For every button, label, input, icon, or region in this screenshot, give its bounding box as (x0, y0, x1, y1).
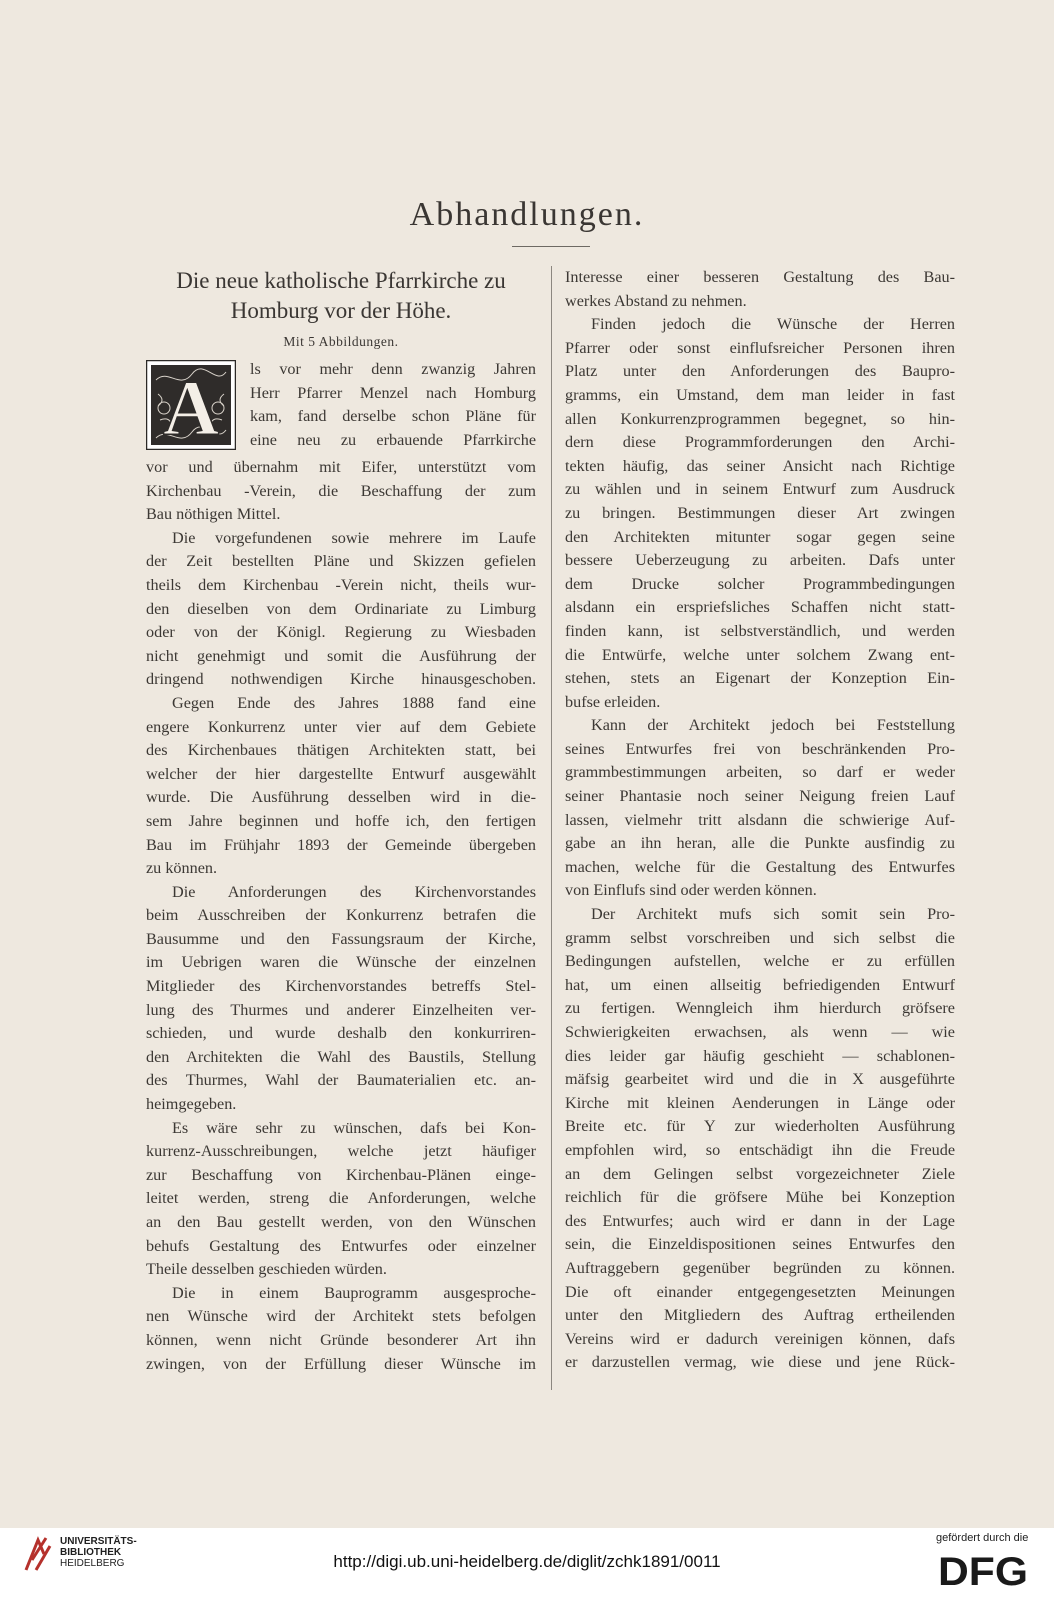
text-line: engere Konkurrenz unter vier auf dem Gebiete (146, 717, 536, 736)
text-line: stehen, stets an Eigenart der Konzeption Ein- (565, 669, 955, 688)
text-line: Kirche mit kleinen Aenderungen in Länge oder (565, 1093, 955, 1112)
text-line: hat, um einen allseitig befriedigenden Entwurf (565, 975, 955, 994)
decorative-initial-a (146, 360, 236, 450)
text-line: dern diese Programmforderungen den Archi- (565, 433, 955, 452)
text-line: gramms, ein Umstand, dem man leider in fast (565, 385, 955, 404)
text-line: schieden, und wurde deshalb den konkurriren- (146, 1024, 536, 1043)
text-line: Es wäre sehr zu wünschen, dafs bei Kon- (172, 1118, 536, 1137)
text-line: Mitglieder des Kirchenvorstandes betreffs Stel- (146, 977, 536, 996)
dfg-logo-icon (938, 1551, 1032, 1591)
left-column (146, 266, 536, 1376)
text-line: den dieselben von dem Ordinariate zu Limburg (146, 599, 536, 618)
text-line: von Einflufs sind oder werden können. (565, 881, 817, 900)
text-line: können, wenn nicht Gründe besonderer Art ihn (146, 1330, 536, 1349)
text-line: dringend nothwendigen Kirche hinausgeschoben. (146, 670, 536, 689)
text-line: Die vorgefundenen sowie mehrere im Laufe (172, 528, 536, 547)
column-divider (551, 266, 552, 1390)
text-line: Breite etc. für Y zur wiederholten Ausführung (565, 1117, 955, 1136)
right-column (565, 266, 955, 1375)
text-line: gabe an ihn heran, alle die Punkte ausfindig zu (565, 834, 955, 853)
text-line: eine neu zu erbauende Pfarrkirche (250, 430, 536, 449)
text-line: kam, fand derselbe schon Pläne für (250, 407, 536, 426)
text-line: Bausumme und den Fassungsraum der Kirche, (146, 929, 536, 948)
text-line: des Entwurfes; auch wird er dann in der Lage (565, 1211, 955, 1230)
text-line: mäfsig gearbeitet wird und die in X ausgeführte (565, 1070, 955, 1089)
text-line: seines Entwurfes frei von beschränkenden Pro- (565, 739, 955, 758)
text-line: bufse erleiden. (565, 692, 661, 711)
text-line: nicht genehmigt und somit die Ausführung der (146, 646, 536, 665)
text-line: sem Jahre beginnen und hoffe ich, den fertigen (146, 811, 536, 830)
text-line: dem Drucke solcher Programmbedingungen (565, 574, 955, 593)
library-name-line: HEIDELBERG (60, 1558, 125, 1569)
text-line: bessere Ueberzeugung zu arbeiten. Dafs unter (565, 551, 955, 570)
text-line: lassen, vielmehr tritt alsdann die schwierige Auf- (565, 810, 955, 829)
text-line: heimgegeben. (146, 1095, 237, 1114)
text-line: Gegen Ende des Jahres 1888 fand eine (172, 693, 536, 712)
text-line: tekten häufig, das seiner Ansicht nach Richtige (565, 456, 955, 475)
article-title-line: Die neue katholische Pfarrkirche zu (176, 268, 506, 293)
text-line: dies leider gar häufig geschieht — schablonen- (565, 1046, 955, 1065)
text-line: ls vor mehr denn zwanzig Jahren (250, 360, 536, 378)
text-line: Schwierigkeiten erwachsen, als wenn — wie (565, 1023, 955, 1041)
text-line: Der Architekt mufs sich somit sein Pro- (591, 905, 955, 924)
text-line: den Architekten mitunter sogar gegen seine (565, 527, 955, 546)
opening-paragraph (146, 358, 536, 452)
heading-rule (512, 246, 590, 247)
text-line: er darzustellen vermag, wie diese und jene Rück- (565, 1353, 955, 1372)
text-line: gramm selbst vorschreiben und sich selbst die (565, 928, 955, 947)
text-line: grammbestimmungen arbeiten, so darf er weder (565, 763, 955, 782)
text-line: Theile desselben geschieden würden. (146, 1260, 387, 1279)
text-line: zwingen, von der Erfüllung dieser Wünsche im (146, 1354, 536, 1373)
text-line: machen, welche für die Gestaltung des Entwurfes (565, 857, 955, 876)
library-name-line: BIBLIOTHEK (60, 1547, 122, 1558)
text-line: Pfarrer oder sonst einflufsreicher Personen ihren (565, 338, 955, 357)
section-heading: Abhandlungen. (409, 196, 645, 233)
svg-text:A: A (162, 364, 220, 450)
text-line: die Entwürfe, welche unter solchem Zwang ent- (565, 645, 955, 664)
text-line: im Uebrigen waren die Wünsche der einzelnen (146, 953, 536, 972)
text-line: theils dem Kirchenbau -Verein nicht, theils wur- (146, 575, 536, 594)
text-line: Kirchenbau -Verein, die Beschaffung der zum (146, 481, 536, 500)
text-line: zu fertigen. Wenngleich ihm hierdurch gröfsere (565, 999, 955, 1018)
text-line: beim Ausschreiben der Konkurrenz betrafen die (146, 906, 536, 925)
text-line: welcher der hier dargestellte Entwurf ausgewählt (146, 764, 536, 783)
funding-caption: gefördert durch die (936, 1532, 1029, 1544)
text-line: alsdann ein erspriefsliches Schaffen nicht statt- (565, 598, 955, 617)
text-line: Bedingungen aufstellen, welche er zu erfüllen (565, 952, 955, 971)
text-line: empfohlen wird, so entschädigt ihn die Freude (565, 1140, 955, 1159)
source-url[interactable]: http://digi.ub.uni-heidelberg.de/diglit/zchk1891/0011 (333, 1552, 721, 1571)
text-line: nen Wünsche wird der Architekt stets befolgen (146, 1307, 536, 1326)
text-line: zu bringen. Bestimmungen dieser Art zwingen (565, 503, 955, 522)
article-title-line: Homburg vor der Höhe. (230, 298, 452, 323)
text-line: vor und übernahm mit Eifer, unterstützt vom (146, 458, 536, 476)
text-line: finden kann, ist selbstverständlich, und werden (565, 621, 955, 640)
library-name-line: UNIVERSITÄTS- (60, 1536, 137, 1547)
text-line: Auftraggebern gegenüber begründen zu können. (565, 1258, 955, 1277)
text-line: zu können. (146, 859, 218, 878)
text-line: oder von der Königl. Regierung zu Wiesbaden (146, 623, 536, 642)
svg-text:DFG: DFG (938, 1551, 1028, 1591)
text-line: Bau nöthigen Mittel. (146, 505, 281, 524)
text-line: Bau im Frühjahr 1893 der Gemeinde übergeben (146, 835, 536, 854)
text-line: an den Bau gestellt werden, von den Wünschen (146, 1213, 536, 1231)
text-line: der Zeit bestellten Pläne und Skizzen gefielen (146, 552, 536, 571)
text-line: leitet werden, streng die Anforderungen, welche (146, 1189, 536, 1208)
text-line: des Thurmes, Wahl der Baumaterialien etc. an- (146, 1071, 536, 1090)
text-line: Herr Pfarrer Menzel nach Homburg (250, 383, 536, 402)
text-line: Finden jedoch die Wünsche der Herren (591, 315, 955, 334)
text-line: sein, die Einzeldispositionen seines Entwurfes den (565, 1235, 955, 1254)
left-column-body (146, 456, 536, 1376)
text-line: allen Konkurrenzprogrammen begegnet, so hin- (565, 409, 955, 428)
text-line: Die oft einander entgegengesetzten Meinungen (565, 1282, 955, 1301)
text-line: zu wählen und in seinem Entwurf zum Ausdruck (565, 480, 955, 499)
text-line: lung des Thurmes und anderer Einzelheiten ver- (146, 1000, 536, 1019)
text-line: an dem Gelingen selbst vorgezeichneter Ziele (565, 1164, 955, 1183)
text-line: Platz unter den Anforderungen des Baupro- (565, 362, 955, 381)
text-line: Die Anforderungen des Kirchenvorstandes (172, 882, 536, 901)
text-line: wurde. Die Ausführung desselben wird in die- (146, 788, 536, 807)
text-line: den Architekten die Wahl des Baustils, Stellung (146, 1047, 536, 1066)
text-line: seiner Phantasie noch seiner Neigung freien Lauf (565, 787, 955, 806)
text-line: Kann der Architekt jedoch bei Feststellung (591, 716, 955, 735)
text-line: behufs Gestaltung des Entwurfes oder einzelner (146, 1236, 536, 1255)
text-line: Die in einem Bauprogramm ausgesproche- (172, 1283, 536, 1302)
text-line: kurrenz-Ausschreibungen, welche jetzt häufiger (146, 1142, 536, 1161)
text-line: Vereins wird er dadurch vereinigen können, dafs (565, 1329, 955, 1348)
article-subtitle: Mit 5 Abbildungen. (283, 334, 399, 349)
text-line: Interesse einer besseren Gestaltung des Bau- (565, 268, 955, 286)
text-line: reichlich für die gröfsere Mühe bei Konzeption (565, 1188, 955, 1207)
text-line: zur Beschaffung von Kirchenbau-Plänen einge- (146, 1165, 536, 1184)
text-line: werkes Abstand zu nehmen. (565, 291, 747, 310)
text-line: des Kirchenbaues thätigen Architekten statt, bei (146, 741, 536, 760)
text-line: unter den Mitgliedern des Auftrag ertheilenden (565, 1306, 955, 1325)
